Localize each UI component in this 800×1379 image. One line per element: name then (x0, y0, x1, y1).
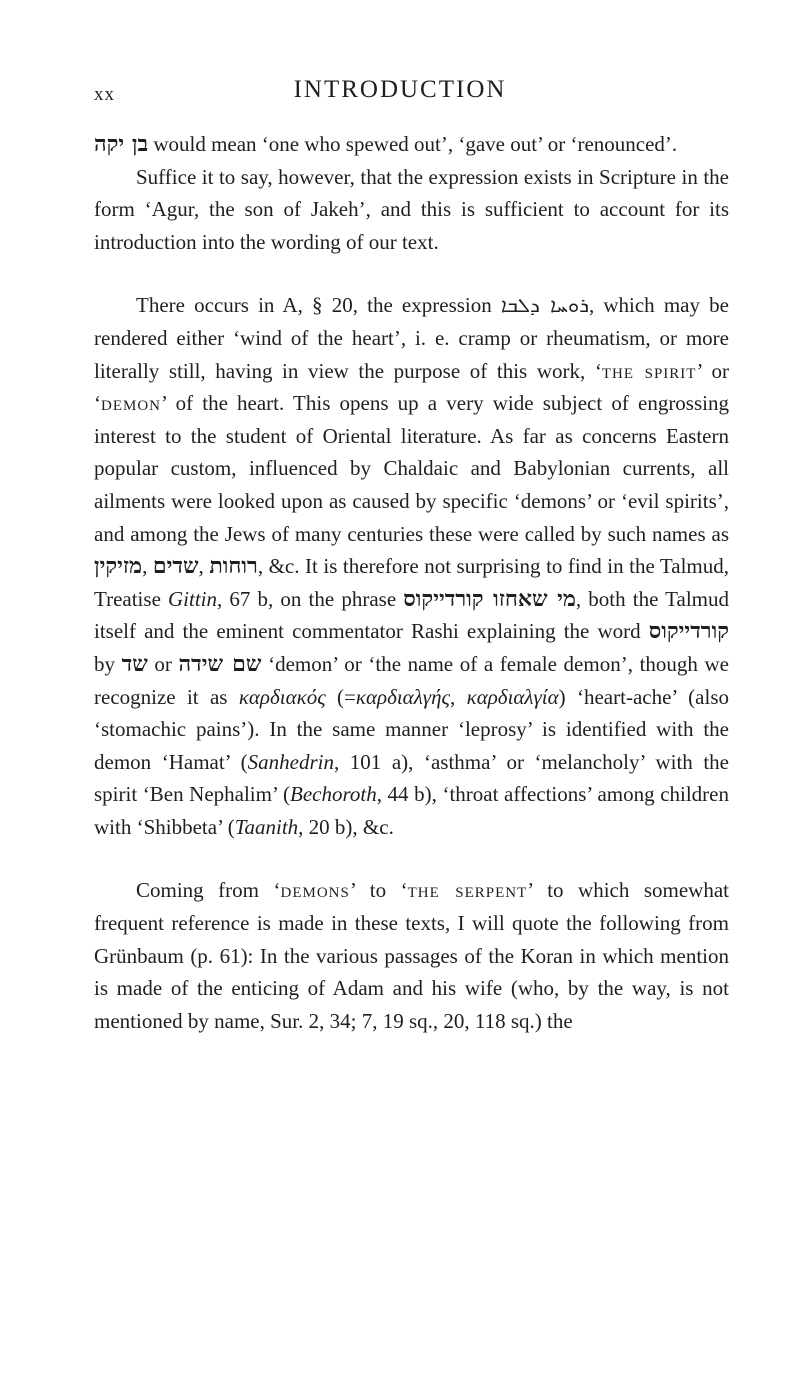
text-run: Coming from ‘ (136, 878, 281, 903)
greek-word: καρδιακός (238, 684, 326, 709)
hebrew-word: קורדייקוס (648, 618, 729, 645)
small-caps-term: demon (101, 391, 161, 416)
body-text (94, 128, 729, 1037)
text-run: , both the Talmud itself and the eminent commentator Rashi explaining the word (94, 586, 730, 644)
treatise-title: Bechoroth (290, 782, 377, 807)
text-run: ’ to ‘ (349, 878, 408, 903)
syriac-phrase: ܪܘܚܐ ܕܠܒܐ (500, 293, 589, 318)
text-run: , &c. It is therefore not surprising to find in the Talmud, Treatise (94, 554, 730, 611)
text-run: , which may be rendered either ‘wind of the heart’, i. e. cramp or rheumatism, or more literally still, having in view the purpose of this work, ‘ (94, 293, 729, 383)
text-run: ) ‘heart-ache’ (also ‘stomachic pains’). In the same manner ‘leprosy’ is identified with the demon ‘Hamat’ ( (94, 684, 730, 774)
small-caps-term: the spirit (601, 358, 697, 383)
text-run: (= (325, 684, 356, 709)
paragraph-4 (94, 874, 729, 1037)
text-run: or (147, 651, 179, 676)
paragraph-2: Suffice it to say, however, that the expression exists in Scripture in the form ‘Agur, the son of Jakeh’, and this is sufficient to account for its introduction into the wording of our text. (94, 164, 729, 254)
treatise-title: Sanhedrin (247, 749, 334, 774)
page-number: xx (94, 84, 115, 105)
paragraph-3 (94, 289, 729, 843)
text-run: ‘demon’ or ‘the name of a female demon’, though we recognize it as (94, 651, 730, 709)
hebrew-word: שד (121, 650, 148, 677)
small-caps-term: the serpent (407, 878, 528, 903)
text-run: ’ of the heart. This opens up a very wide subject of engrossing interest to the student of Oriental literature. As far as concerns Eastern popular custom, influenced by Chaldaic and Babylonian currents, all ailments were looked upon as caused by specific ‘demons’ or ‘evil spirits’, and among the Jews of many centuries these were called by such names as (94, 391, 729, 546)
text-run: , (198, 554, 210, 579)
greek-word: καρδιαλγής (355, 684, 451, 709)
paragraph-1 (94, 128, 729, 161)
text-run: , 44 b), ‘throat affections’ among children with ‘Shibbeta’ ( (94, 782, 729, 839)
text-run: by (94, 651, 122, 676)
text-run: , 101 a), ‘asthma’ or ‘melancholy’ with the spirit ‘Ben Nephalim’ ( (94, 749, 729, 807)
text-run: , (142, 554, 153, 579)
text-run: ’ or ‘ (94, 358, 729, 416)
text-run: would mean ‘one who spewed out’, ‘gave out’ or ‘renounced’. (148, 132, 678, 156)
text-run: , 67 b, on the phrase (217, 586, 404, 611)
text-run: , (450, 684, 467, 709)
hebrew-phrase: מי שאחזו קורדייקוס (403, 585, 576, 612)
greek-word: καρδιαλγία (466, 684, 559, 709)
treatise-title: Taanith (234, 814, 299, 839)
text-run: ’ to which somewhat frequent reference is made in these texts, I will quote the following from Grünbaum (p. 61): In the various passages of the Koran in which mention is made of the enticing of Adam and his wife (who, by the way, is not mentioned by name, Sur. 2, 34; 7, 19 sq., 20, 118 sq.) the (94, 878, 729, 1033)
hebrew-phrase: בן יקה (94, 131, 149, 157)
hebrew-phrase: שם שידה (178, 650, 262, 677)
hebrew-word: מזיקין (94, 553, 143, 580)
text-run: There occurs in A, § 20, the expression (136, 293, 501, 318)
text-run: , 20 b), &c. (298, 814, 394, 839)
treatise-title: Gittin (168, 586, 218, 611)
hebrew-word: שדים (152, 553, 199, 580)
hebrew-word: רוחות (209, 553, 258, 580)
running-title: INTRODUCTION (293, 76, 507, 103)
small-caps-term: demons (280, 878, 350, 903)
